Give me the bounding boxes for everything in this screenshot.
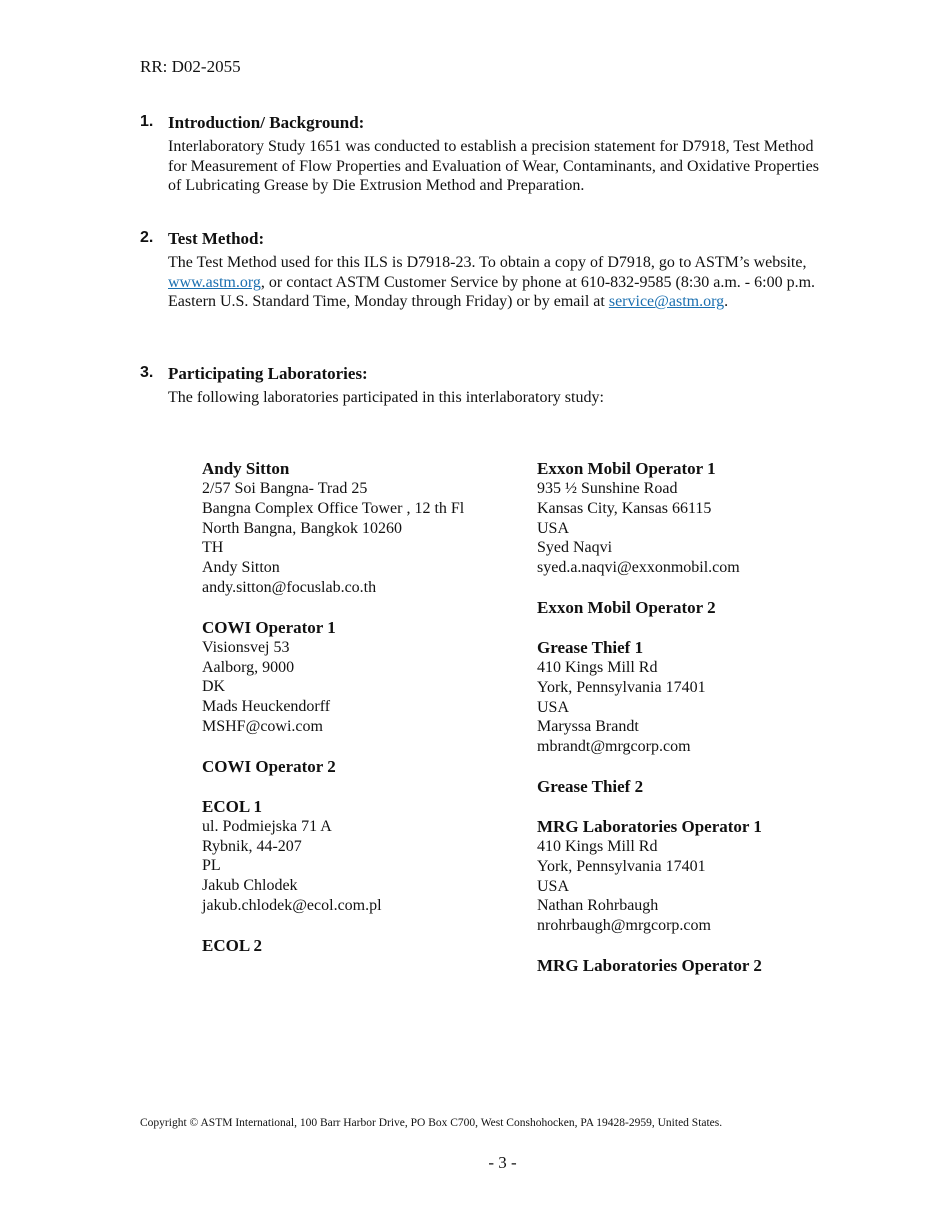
report-id: RR: D02-2055 — [140, 57, 241, 76]
lab-detail-line: York, Pennsylvania 17401 — [537, 857, 706, 875]
lab-entry — [537, 459, 857, 578]
lab-detail-line: MSHF@cowi.com — [202, 717, 323, 735]
lab-name: MRG Laboratories Operator 2 — [537, 955, 762, 975]
lab-entry — [537, 638, 857, 757]
lab-name: ECOL 1 — [202, 796, 262, 816]
section-title: Participating Laboratories: — [168, 364, 368, 383]
lab-detail-line: Maryssa Brandt — [537, 718, 639, 736]
lab-name: MRG Laboratories Operator 1 — [537, 816, 762, 836]
page-number: - 3 - — [488, 1153, 517, 1172]
lab-detail-line: 410 Kings Mill Rd — [537, 837, 658, 855]
lab-detail-line: PL — [202, 857, 221, 875]
lab-detail-line: TH — [202, 539, 224, 557]
section-number: 2. — [140, 229, 154, 246]
lab-entry — [202, 797, 502, 916]
labs-right-column — [537, 459, 857, 996]
lab-detail-line: Rybnik, 44-207 — [202, 837, 302, 855]
lab-detail-line: nrohrbaugh@mrgcorp.com — [537, 917, 711, 935]
lab-detail-line: York, Pennsylvania 17401 — [537, 678, 706, 696]
lab-detail-line: Bangna Complex Office Tower , 12 th Fl — [202, 499, 465, 517]
lab-detail-line: syed.a.naqvi@exxonmobil.com — [537, 559, 740, 577]
lab-detail-line: 410 Kings Mill Rd — [537, 658, 658, 676]
section-test-method — [140, 229, 820, 312]
lab-entry — [202, 459, 502, 598]
service-email-link[interactable]: service@astm.org — [608, 293, 725, 311]
astm-website-link[interactable]: www.astm.org — [168, 273, 261, 291]
section-number: 3. — [140, 364, 154, 381]
lab-detail-line: Visionsvej 53 — [202, 638, 290, 656]
lab-name: Grease Thief 2 — [537, 776, 644, 796]
lab-entry — [202, 757, 502, 777]
lab-detail-line: Aalborg, 9000 — [202, 658, 295, 676]
section-title: Test Method: — [168, 229, 265, 248]
lab-detail-line: Syed Naqvi — [537, 539, 613, 557]
lab-detail-line: USA — [537, 877, 570, 895]
labs-left-column — [202, 459, 502, 976]
lab-entry — [537, 598, 857, 618]
lab-detail-line: 2/57 Soi Bangna- Trad 25 — [202, 480, 368, 497]
lab-entry — [202, 618, 502, 737]
lab-entry — [537, 817, 857, 936]
lab-detail-line: North Bangna, Bangkok 10260 — [202, 519, 402, 537]
lab-detail-line: Kansas City, Kansas 66115 — [537, 499, 712, 517]
lab-detail-line: jakub.chlodek@ecol.com.pl — [202, 896, 382, 914]
section-title: Introduction/ Background: — [168, 113, 365, 132]
lab-detail-line: ul. Podmiejska 71 A — [202, 817, 332, 835]
lab-detail-line: USA — [537, 698, 570, 716]
lab-name: ECOL 2 — [202, 935, 262, 955]
copyright-notice: Copyright © ASTM International, 100 Barr Harbor Drive, PO Box C700, West Conshohocken, PA 19428-2959, United States. — [140, 1117, 723, 1129]
lab-detail-line: andy.sitton@focuslab.co.th — [202, 578, 377, 596]
lab-detail-line: USA — [537, 519, 570, 537]
lab-entry — [537, 777, 857, 797]
lab-detail-line: DK — [202, 678, 226, 696]
body-text: The Test Method used for this ILS is D7918-23. To obtain a copy of D7918, go to ASTM’s website, — [168, 254, 807, 271]
lab-name: Exxon Mobil Operator 2 — [537, 597, 716, 617]
section-introduction — [140, 113, 820, 196]
body-text: . — [724, 293, 729, 311]
lab-name: COWI Operator 1 — [202, 617, 336, 637]
lab-name: Andy Sitton — [202, 459, 290, 478]
lab-entry — [202, 936, 502, 956]
lab-detail-line: Jakub Chlodek — [202, 877, 298, 895]
lab-detail-line: Mads Heuckendorff — [202, 698, 331, 716]
lab-detail-line: Andy Sitton — [202, 559, 280, 577]
section-body: Interlaboratory Study 1651 was conducted to establish a precision statement for D7918, Test Method for Measurement of Flow Properties and Evaluation of Wear, Contaminants, and Oxidative Properties of Lubricating Grease by Die Extrusion Method and Preparation. — [168, 138, 819, 195]
section-body — [168, 253, 820, 312]
lab-entry — [537, 956, 857, 976]
lab-detail-line: Nathan Rohrbaugh — [537, 897, 659, 915]
section-number: 1. — [140, 113, 154, 130]
lab-name: COWI Operator 2 — [202, 756, 336, 776]
body-text: , or contact ASTM Customer Service by phone at 610-832-9585 (8:30 a.m. - 6:00 p.m. Eastern U.S. Standard Time, Monday through Friday) or by email at — [168, 273, 816, 311]
section-participating-laboratories — [140, 364, 820, 408]
lab-detail-line: 935 ½ Sunshine Road — [537, 480, 678, 497]
section-body: The following laboratories participated in this interlaboratory study: — [168, 389, 604, 406]
lab-name: Exxon Mobil Operator 1 — [537, 459, 716, 478]
lab-detail-line: mbrandt@mrgcorp.com — [537, 738, 691, 756]
lab-name: Grease Thief 1 — [537, 637, 644, 657]
